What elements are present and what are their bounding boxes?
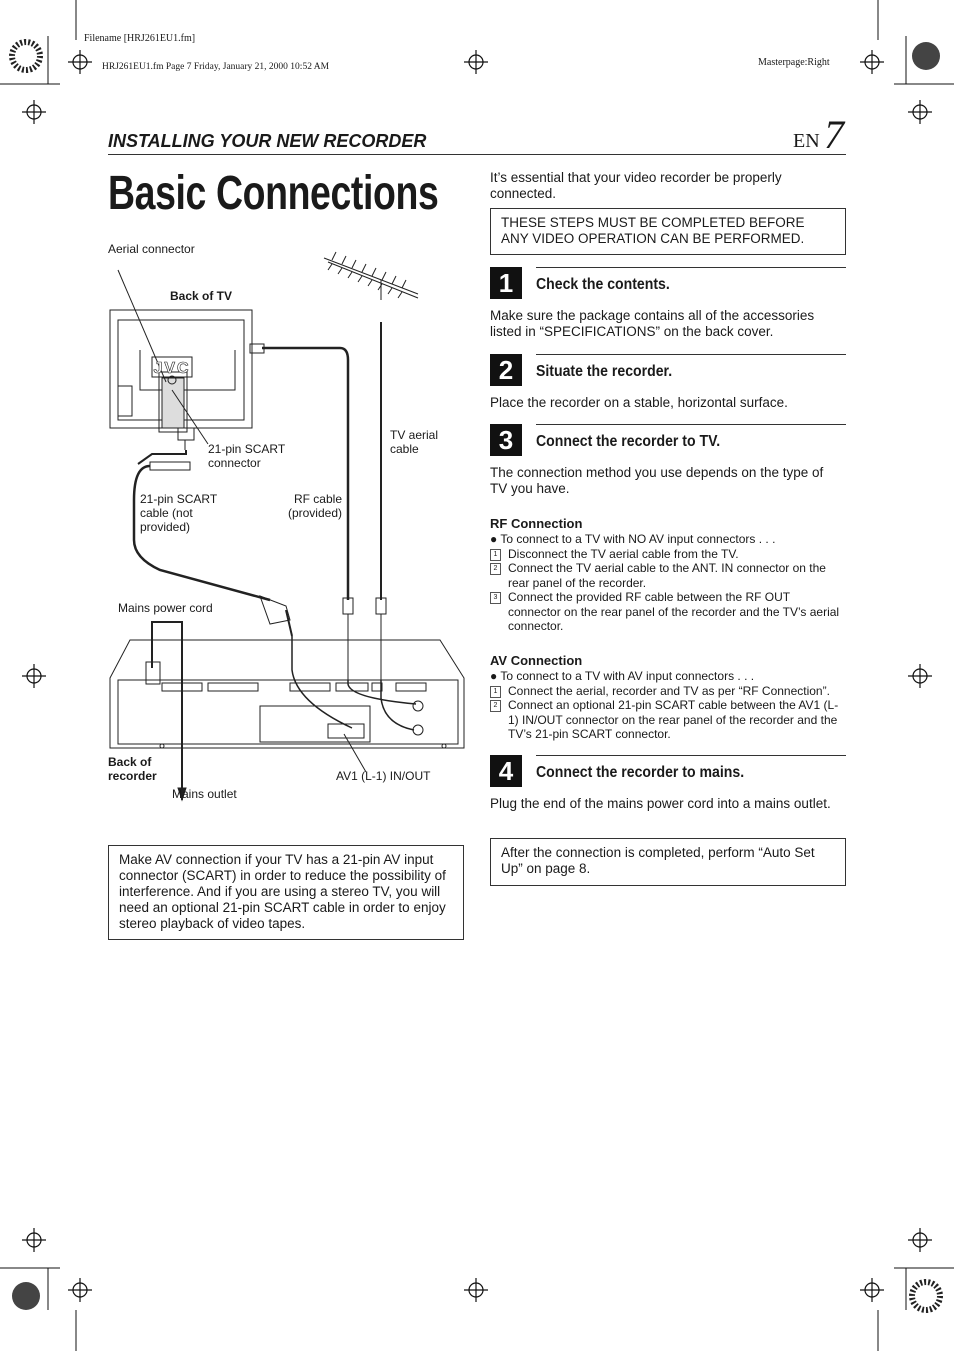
- av-heading: AV Connection: [490, 653, 583, 668]
- step-1-number: 1: [490, 267, 522, 299]
- step-2-number: 2: [490, 354, 522, 386]
- step-3-text: The connection method you use depends on the type of TV you have.: [490, 465, 824, 496]
- av1-label: AV1 (L-1) IN/OUT: [336, 769, 431, 783]
- list-item: 3 Connect the provided RF cable between the RF OUT connector on the rear panel of the recorder and the TV’s aerial connector.: [490, 590, 845, 634]
- step-1-rule: [536, 267, 846, 268]
- step-2-title: Situate the recorder.: [536, 363, 673, 380]
- language-label: EN: [793, 130, 820, 152]
- av-info-box: Make AV connection if your TV has a 21-pin AV input connector (SCART) in order to reduce the possibility of interference. And if you are using a stereo TV, you will need an optional 21-pin SCART cable in order to enjoy stereo playback of video tapes.: [108, 845, 464, 940]
- page-title: Basic Connections: [108, 167, 439, 220]
- list-item: 2 Connect an optional 21-pin SCART cable between the AV1 (L-1) IN/OUT connector on the rear panel of the recorder and the TV’s 21-pin SCART connector.: [490, 698, 845, 742]
- aerial-connector-label: Aerial connector: [108, 242, 195, 256]
- step-4-text: Plug the end of the mains power cord into a mains outlet.: [490, 796, 831, 811]
- mains-outlet-label: Mains outlet: [172, 787, 237, 801]
- av-bullet: ● To connect to a TV with AV input connectors . . .: [490, 669, 755, 683]
- step-3-number: 3: [490, 424, 522, 456]
- filename-text: Filename [HRJ261EU1.fm]: [84, 33, 196, 44]
- masterpage-text: Masterpage:Right: [758, 57, 830, 68]
- warning-box: THESE STEPS MUST BE COMPLETED BEFORE ANY VIDEO OPERATION CAN BE PERFORMED.: [490, 208, 846, 255]
- step-4-number: 4: [490, 755, 522, 787]
- jvc-logo: JVC: [153, 360, 191, 377]
- step-2-text: Place the recorder on a stable, horizontal surface.: [490, 395, 788, 410]
- step-3-rule: [536, 424, 846, 425]
- intro-text: It’s essential that your video recorder be properly connected.: [490, 170, 782, 201]
- header-rule: [108, 154, 846, 155]
- step-4-title: Connect the recorder to mains.: [536, 764, 745, 781]
- fileinfo-text: HRJ261EU1.fm Page 7 Friday, January 21, 2000 10:52 AM: [102, 62, 330, 72]
- recorder-back: [110, 640, 464, 748]
- step-3-title: Connect the recorder to TV.: [536, 433, 721, 450]
- rf-cable-label: RF cable (provided): [287, 492, 342, 520]
- list-item: 2 Connect the TV aerial cable to the ANT. IN connector on the rear panel of the recorder.: [490, 561, 845, 590]
- step-1-title: Check the contents.: [536, 276, 670, 293]
- step-4-rule: [536, 755, 846, 756]
- rf-list: [490, 532, 845, 634]
- av-list: [490, 669, 845, 742]
- list-item: 1 Connect the aerial, recorder and TV as per “RF Connection”.: [490, 684, 845, 699]
- scart-connector-label: 21-pin SCART connector: [208, 442, 285, 470]
- tv-aerial-cable-label: TV aerial cable: [390, 428, 439, 456]
- list-item: 1 Disconnect the TV aerial cable from the TV.: [490, 547, 845, 562]
- back-of-tv-label: Back of TV: [170, 289, 233, 303]
- step-1-text: Make sure the package contains all of the accessories listed in “SPECIFICATIONS” on the back cover.: [490, 308, 815, 339]
- scart-cable-label: 21-pin SCART cable (not provided): [140, 492, 217, 534]
- back-of-recorder-label: Back of recorder: [108, 755, 157, 783]
- aerial-antenna: [324, 252, 418, 300]
- section-title: INSTALLING YOUR NEW RECORDER: [108, 131, 427, 151]
- after-note-box: After the connection is completed, perform “Auto Set Up” on page 8.: [490, 838, 846, 886]
- rf-heading: RF Connection: [490, 516, 583, 531]
- tv-back: [110, 310, 252, 450]
- page-number: 7: [824, 112, 844, 157]
- rf-bullet: ● To connect to a TV with NO AV input connectors . . .: [490, 532, 776, 546]
- mains-power-cord-label: Mains power cord: [118, 601, 213, 615]
- step-2-rule: [536, 354, 846, 355]
